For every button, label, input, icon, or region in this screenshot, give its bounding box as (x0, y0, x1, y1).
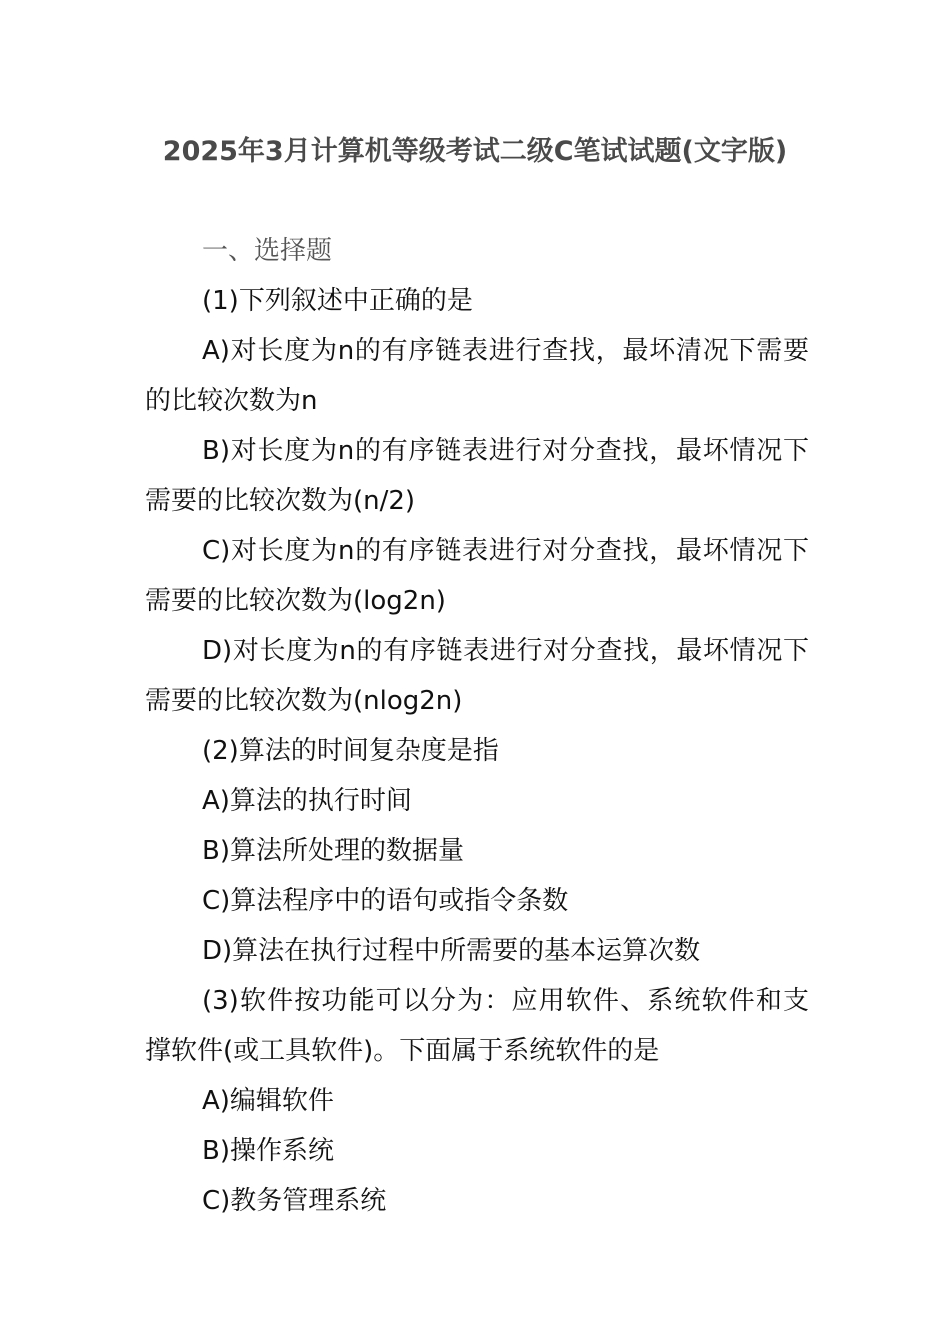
question-1-option-b: B)对长度为n的有序链表进行对分查找，最坏情况下需要的比较次数为(n/2) (145, 436, 809, 516)
document-title: 2025年3月计算机等级考试二级C笔试试题(文字版) (162, 136, 788, 167)
question-3-option-c: C)教务管理系统 (202, 1186, 387, 1216)
question-3-stem: (3)软件按功能可以分为：应用软件、系统软件和支撑软件(或工具软件)。下面属于系统软件的是 (145, 986, 809, 1066)
question-1-stem: (1)下列叙述中正确的是 (202, 286, 473, 316)
question-1-option-a: A)对长度为n的有序链表进行查找，最坏清况下需要的比较次数为n (145, 336, 809, 416)
question-3-option-a: A)编辑软件 (202, 1086, 334, 1116)
question-3-option-b: B)操作系统 (202, 1136, 334, 1166)
question-2-option-d: D)算法在执行过程中所需要的基本运算次数 (202, 936, 701, 966)
question-2-stem: (2)算法的时间复杂度是指 (202, 736, 499, 766)
question-2-option-b: B)算法所处理的数据量 (202, 836, 464, 866)
question-1-option-c: C)对长度为n的有序链表进行对分查找，最坏情况下需要的比较次数为(log2n) (145, 536, 809, 616)
question-2-option-a: A)算法的执行时间 (202, 786, 412, 816)
document-body (145, 226, 809, 1226)
section-heading: 一、选择题 (202, 236, 333, 266)
question-2-option-c: C)算法程序中的语句或指令条数 (202, 886, 569, 916)
question-1-option-d: D)对长度为n的有序链表进行对分查找，最坏情况下需要的比较次数为(nlog2n) (145, 636, 809, 716)
